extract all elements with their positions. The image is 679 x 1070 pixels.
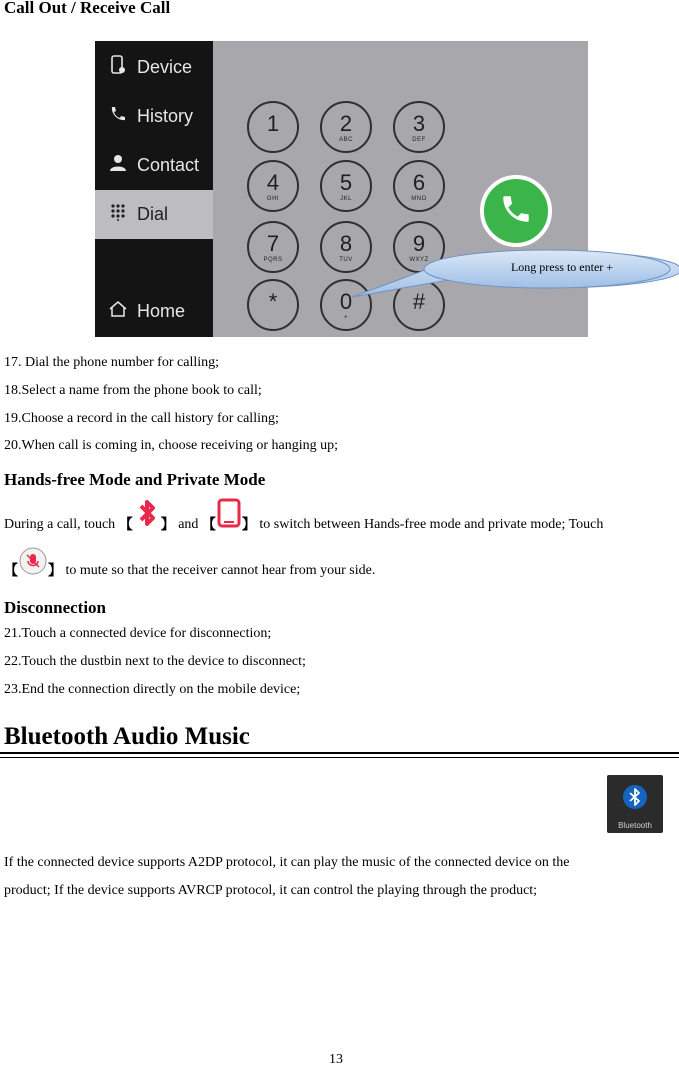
device-icon	[107, 55, 129, 80]
bt-music-title: Bluetooth Audio Music	[4, 723, 250, 750]
nav-item-dial[interactable]	[95, 190, 213, 239]
history-phone-icon	[107, 105, 129, 128]
mute-mic-icon[interactable]	[18, 546, 48, 581]
disconnection-title: Disconnection	[4, 598, 106, 617]
key-1[interactable]: 1	[247, 101, 299, 153]
bt-para-line-1: If the connected device supports A2DP protocol, it can play the music of the connected device on the	[4, 855, 570, 870]
step-21: 21.Touch a connected device for disconnection;	[4, 626, 272, 641]
nav-label-device: Device	[137, 57, 193, 77]
step-17: 17. Dial the phone number for calling;	[4, 355, 219, 370]
step-22: 22.Touch the dustbin next to the device to disconnect;	[4, 654, 306, 669]
screenshot-sidebar	[95, 41, 213, 337]
bt-para-line-2: product; If the device supports AVRCP protocol, it can control the playing through the product;	[4, 883, 538, 898]
key-7[interactable]: 7 PQRS	[247, 221, 299, 273]
section-heading-call: Call Out / Receive Call	[4, 0, 171, 17]
bluetooth-icon	[622, 784, 648, 810]
handsfree-title: Hands-free Mode and Private Mode	[4, 470, 266, 489]
handsfree-line-2: 【 】 to mute so that the receiver cannot hear from your side.	[4, 560, 375, 581]
dialpad-icon	[107, 203, 129, 226]
nav-label-dial: Dial	[137, 204, 169, 224]
nav-item-history[interactable]	[95, 92, 213, 141]
key-5[interactable]: 5 JKL	[320, 160, 372, 212]
nav-label-history: History	[137, 106, 194, 126]
handsfree-line-1: During a call, touch 【 】 and 【 】 to switch between Hands-free mode and private mode; Touch	[4, 516, 603, 533]
nav-label-home: Home	[137, 301, 186, 321]
phone-red-icon[interactable]	[216, 498, 242, 533]
bluetooth-app-label: Bluetooth	[618, 821, 652, 830]
key-6[interactable]: 6 MNO	[393, 160, 445, 212]
nav-item-device[interactable]	[95, 43, 213, 92]
page-number: 13	[329, 1052, 343, 1067]
step-20: 20.When call is coming in, choose receiving or hanging up;	[4, 438, 338, 453]
title-rule-thick	[0, 752, 679, 754]
key-hash[interactable]: #	[393, 279, 445, 331]
step-18: 18.Select a name from the phone book to call;	[4, 383, 262, 398]
key-8[interactable]: 8 TUV	[320, 221, 372, 273]
nav-label-contact: Contact	[137, 155, 200, 175]
key-0[interactable]: 0 +	[320, 279, 372, 331]
key-star[interactable]: *	[247, 279, 299, 331]
callout-text: Long press to enter +	[510, 260, 614, 274]
key-9[interactable]: 9 WXYZ	[393, 221, 445, 273]
title-rule-thin	[0, 757, 679, 758]
home-icon	[107, 300, 129, 323]
dial-screenshot	[95, 41, 588, 337]
key-4[interactable]: 4 GHI	[247, 160, 299, 212]
contact-person-icon	[107, 154, 129, 177]
nav-item-home[interactable]	[95, 287, 213, 336]
phone-handset-icon	[499, 192, 533, 231]
key-2[interactable]: 2 ABC	[320, 101, 372, 153]
key-3[interactable]: 3 DEF	[393, 101, 445, 153]
step-19: 19.Choose a record in the call history for calling;	[4, 411, 279, 426]
step-23: 23.End the connection directly on the mobile device;	[4, 682, 301, 697]
call-button[interactable]	[480, 175, 552, 247]
bluetooth-red-icon[interactable]	[133, 498, 161, 533]
nav-item-contact[interactable]	[95, 141, 213, 190]
